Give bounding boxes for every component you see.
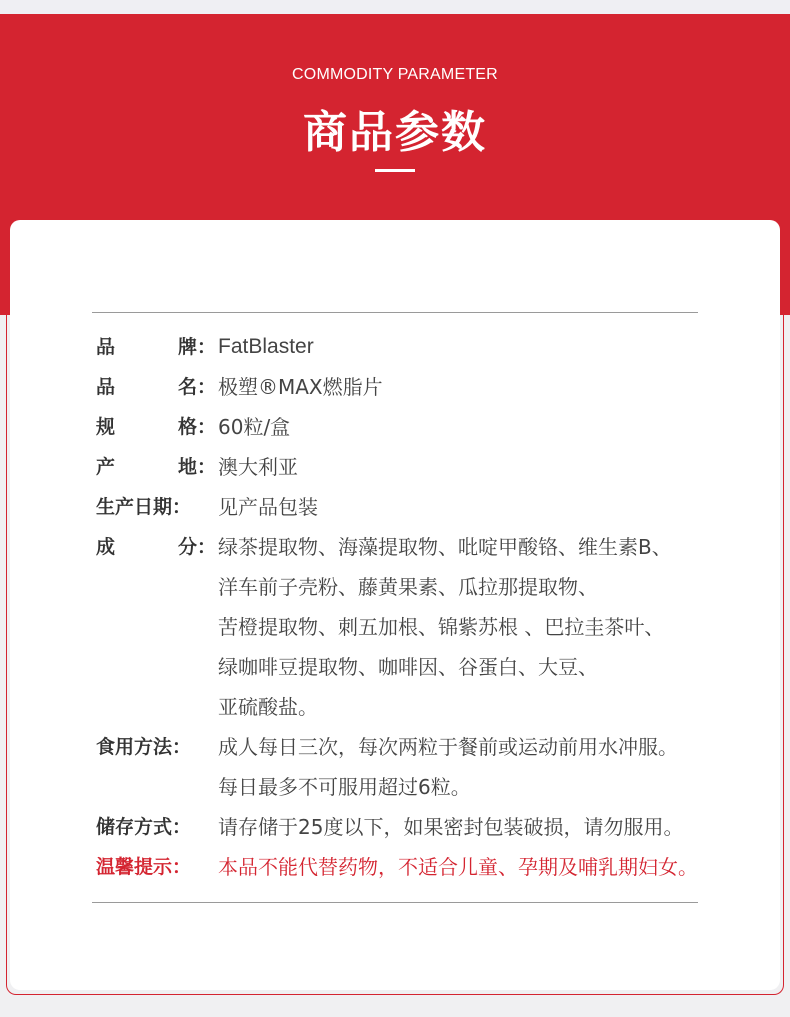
param-label bbox=[96, 327, 218, 367]
param-row-spec bbox=[96, 407, 776, 447]
param-value-line: 绿咖啡豆提取物、咖啡因、谷蛋白、大豆、 bbox=[218, 655, 598, 679]
page-title: 商品参数 bbox=[303, 107, 487, 158]
param-row-warning bbox=[96, 847, 776, 887]
param-value-line: 每日最多不可服用超过6粒。 bbox=[218, 775, 471, 799]
param-row-brand bbox=[96, 327, 776, 367]
param-value-line: 60粒/盒 bbox=[218, 415, 291, 439]
param-label bbox=[96, 447, 218, 487]
divider-top bbox=[92, 312, 698, 313]
param-value-line: 本品不能代替药物，不适合儿童、孕期及哺乳期妇女。 bbox=[218, 855, 698, 879]
param-value-line: 请存储于25度以下，如果密封包装破损，请勿服用。 bbox=[218, 815, 684, 839]
param-value-line: 苦橙提取物、刺五加根、锦紫苏根 、巴拉圭茶叶、 bbox=[218, 615, 665, 639]
param-value-line: 见产品包装 bbox=[218, 495, 318, 519]
param-value bbox=[218, 847, 698, 887]
param-row-name bbox=[96, 367, 776, 407]
param-label bbox=[96, 847, 218, 887]
divider-bottom bbox=[92, 902, 698, 903]
param-value bbox=[218, 727, 678, 807]
param-value-line: 极塑®MAX燃脂片 bbox=[218, 375, 383, 399]
param-label bbox=[96, 407, 218, 447]
param-label-char: 温馨提示： bbox=[96, 856, 192, 878]
param-label bbox=[96, 527, 218, 567]
param-label-char: 地： bbox=[177, 456, 216, 478]
param-label-char: 规 bbox=[96, 416, 116, 438]
param-row-ingredients bbox=[96, 527, 776, 727]
param-value bbox=[218, 407, 290, 447]
param-value-line: FatBlaster bbox=[218, 335, 314, 358]
param-value bbox=[218, 367, 383, 407]
param-value bbox=[218, 327, 314, 367]
param-label-char: 生产日期： bbox=[96, 496, 192, 518]
param-label-char: 牌： bbox=[177, 336, 216, 358]
param-value-line: 洋车前子壳粉、藤黄果素、瓜拉那提取物、 bbox=[218, 575, 598, 599]
param-value bbox=[218, 807, 683, 847]
param-label bbox=[96, 727, 218, 767]
param-label-char: 格： bbox=[177, 416, 216, 438]
param-value-line: 亚硫酸盐。 bbox=[218, 695, 318, 719]
param-value-line: 绿茶提取物、海藻提取物、吡啶甲酸铬、维生素B、 bbox=[218, 535, 672, 559]
param-value bbox=[218, 487, 318, 527]
param-row-storage bbox=[96, 807, 776, 847]
top-strip bbox=[0, 0, 790, 14]
parameter-list bbox=[96, 327, 776, 887]
title-underline bbox=[375, 169, 415, 172]
param-row-production-date bbox=[96, 487, 776, 527]
param-label-char: 品 bbox=[96, 376, 116, 398]
param-row-usage bbox=[96, 727, 776, 807]
param-label-char: 食用方法： bbox=[96, 736, 192, 758]
param-label bbox=[96, 367, 218, 407]
param-label-char: 成 bbox=[96, 536, 116, 558]
param-label-char: 储存方式： bbox=[96, 816, 192, 838]
param-label bbox=[96, 807, 218, 847]
param-label bbox=[96, 487, 218, 527]
param-row-origin bbox=[96, 447, 776, 487]
param-value bbox=[218, 527, 672, 727]
param-value-line: 成人每日三次，每次两粒于餐前或运动前用水冲服。 bbox=[218, 735, 678, 759]
param-label-char: 名： bbox=[177, 376, 216, 398]
param-value bbox=[218, 447, 298, 487]
param-label-char: 产 bbox=[96, 456, 116, 478]
param-label-char: 分： bbox=[177, 536, 216, 558]
param-value-line: 澳大利亚 bbox=[218, 455, 298, 479]
param-label-char: 品 bbox=[96, 336, 116, 358]
header-subtitle: COMMODITY PARAMETER bbox=[292, 66, 498, 83]
